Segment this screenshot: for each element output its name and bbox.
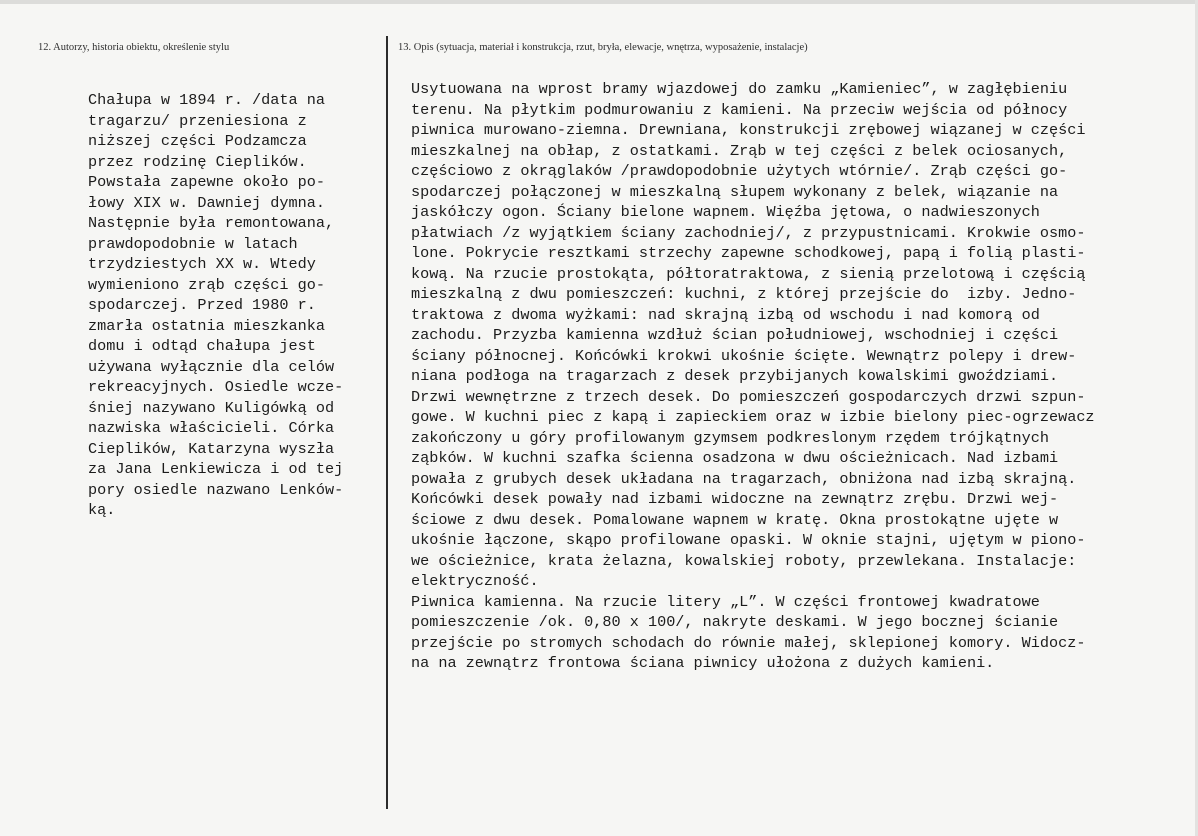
history-text-line: Cieplików, Katarzyna wyszła	[88, 439, 335, 458]
description-text-line: spodarczej połączonej w mieszkalną słupem wykonany z belek, wiązanie na	[411, 182, 1059, 201]
description-text-line: zachodu. Przyzba kamienna wzdłuż ścian południowej, wschodniej i części	[411, 326, 1059, 344]
description-text-line: we ościeżnice, krata żelazna, kowalskiej roboty, przewlekana. Instalacje:	[411, 551, 1077, 570]
history-text-line: trzydziestych XX w. Wtedy	[88, 255, 316, 273]
history-text-line: Następnie była remontowana,	[88, 214, 335, 232]
history-text-line: ką.	[88, 501, 116, 519]
history-text-line: Chałupa w 1894 r. /data na	[88, 91, 325, 109]
description-text-line: ząbków. W kuchni szafka ścienna osadzona w dwu ościeżnicach. Nad izbami	[411, 449, 1059, 467]
description-text-line: kową. Na rzucie prostokąta, półtoratraktowa, z sienią przelotową i częścią	[411, 264, 1086, 283]
description-text-line: mieszkalną z dwu pomieszczeń: kuchni, z której przejście do izby. Jedno-	[411, 285, 1077, 303]
description-text-line: ukośnie łączone, skąpo profilowane opaski. W oknie stajni, ujętym w piono-	[411, 531, 1086, 549]
page-top-edge	[0, 0, 1198, 4]
description-text-line: mieszkalnej na obłap, z ostatkami. Zrąb w tej części z belek ociosanych,	[411, 141, 1068, 160]
history-text-line: przez rodzinę Cieplików.	[88, 152, 307, 171]
history-text-line: wymieniono zrąb części go-	[88, 275, 325, 294]
description-text-line: płatwiach /z wyjątkiem ściany zachodniej/, z przypustnicami. Krokwie osmo-	[411, 223, 1086, 242]
history-text-line: nazwiska właścicieli. Córka	[88, 419, 335, 437]
history-text-line: tragarzu/ przeniesiona z	[88, 111, 307, 130]
description-text-line: elektryczność.	[411, 572, 539, 590]
description-text-line: przejście po stromych schodach do równie małej, sklepionej komory. Widocz-	[411, 633, 1086, 652]
description-text-line: częściowo z okrąglaków /prawdopodobnie użytych wtórnie/. Zrąb części go-	[411, 162, 1068, 180]
description-text-line: Piwnica kamienna. Na rzucie litery „L”. W części frontowej kwadratowe	[411, 592, 1040, 611]
column-divider	[386, 36, 388, 809]
history-text-line: śniej nazywano Kuligówką od	[88, 398, 335, 417]
description-text-line: traktowa z dwoma wyżkami: nad skrajną izbą od wschodu i nad komorą od	[411, 305, 1040, 324]
section-13-header: 13. Opis (sytuacja, materiał i konstrukcja, rzut, bryła, elewacje, wnętrza, wyposażenie, instalacje)	[398, 42, 808, 53]
history-text	[88, 90, 343, 521]
history-text-line: spodarczej. Przed 1980 r.	[88, 296, 316, 314]
description-text-line: powała z grubych desek układana na tragarzach, obniżona nad izbą skrajną.	[411, 469, 1077, 488]
description-text	[411, 79, 1095, 674]
description-text-line: na na zewnątrz frontowa ściana piwnicy ułożona z dużych kamieni.	[411, 654, 995, 672]
description-text-line: Końcówki desek powały nad izbami widoczne na zewnątrz zrębu. Drzwi wej-	[411, 490, 1059, 508]
history-text-line: pory osiedle nazwano Lenków-	[88, 480, 344, 499]
history-text-line: łowy XIX w. Dawniej dymna.	[88, 193, 325, 212]
history-text-line: niższej części Podzamcza	[88, 132, 307, 150]
history-text-line: Powstała zapewne około po-	[88, 173, 325, 191]
description-text-line: jaskółczy ogon. Ściany bielone wapnem. Więźba jętowa, o nadwieszonych	[411, 203, 1040, 221]
description-text-line: terenu. Na płytkim podmurowaniu z kamieni. Na przeciw wejścia od północy	[411, 100, 1068, 119]
description-text-line: zakończony u góry profilowanym gzymsem podkreslonym rzędem trójkątnych	[411, 428, 1049, 447]
description-text-line: pomieszczenie /ok. 0,80 x 100/, nakryte deskami. W jego bocznej ścianie	[411, 613, 1059, 631]
description-text-line: ściowe z dwu desek. Pomalowane wapnem w kratę. Okna prostokątne ujęte w	[411, 510, 1059, 529]
history-text-line: rekreacyjnych. Osiedle wcze-	[88, 378, 344, 396]
description-text-line: lone. Pokrycie resztkami strzechy zapewne schodkowej, papą i folią plasti-	[411, 244, 1086, 262]
description-text-line: niana podłoga na tragarzach z desek przybijanych kowalskimi gwoździami.	[411, 367, 1059, 385]
history-text-line: prawdopodobnie w latach	[88, 234, 298, 253]
history-text-line: używana wyłącznie dla celów	[88, 357, 335, 376]
description-text-line: gowe. W kuchni piec z kapą i zapieckiem oraz w izbie bielony piec-ogrzewacz	[411, 408, 1095, 426]
description-text-line: Drzwi wewnętrzne z trzech desek. Do pomieszczeń gospodarczych drzwi szpun-	[411, 387, 1086, 406]
history-text-line: zmarła ostatnia mieszkanka	[88, 316, 325, 335]
history-text-line: za Jana Lenkiewicza i od tej	[88, 460, 344, 478]
description-text-line: Usytuowana na wprost bramy wjazdowej do zamku „Kamieniec”, w zagłębieniu	[411, 80, 1068, 98]
description-text-line: ściany północnej. Końcówki krokwi ukośnie ścięte. Wewnątrz polepy i drew-	[411, 346, 1077, 365]
section-12-header: 12. Autorzy, historia obiektu, określenie stylu	[38, 42, 230, 53]
description-text-line: piwnica murowano-ziemna. Drewniana, konstrukcji zrębowej wiązanej w części	[411, 121, 1086, 139]
history-text-line: domu i odtąd chałupa jest	[88, 337, 316, 355]
